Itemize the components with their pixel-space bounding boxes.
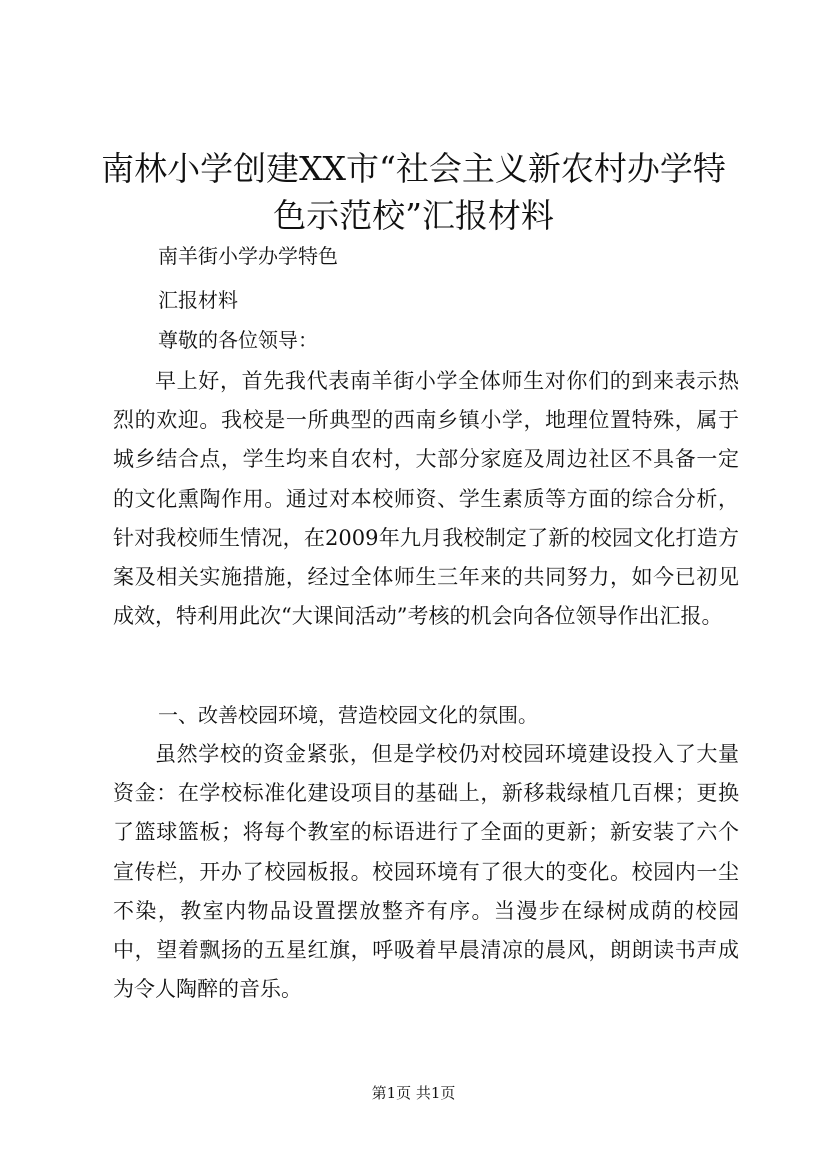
- paragraph-environment: 虽然学校的资金紧张，但是学校仍对校园环境建设投入了大量资金：在学校标准化建设项目的基础上，新移栽绿植几百棵；更换了篮球篮板；将每个教室的标语进行了全面的更新；新安装了六个宣传栏，开办了校园板报。校园环境有了很大的变化。校园内一尘不染，教室内物品设置摆放整齐有序。当漫步在绿树成荫的校园中，望着飘扬的五星红旗，呼吸着早晨清凉的晨风，朗朗读书声成为令人陶醉的音乐。: [113, 742, 739, 1002]
- section-heading-1: 一、改善校园环境，营造校园文化的氛围。: [158, 703, 538, 727]
- salutation: 尊敬的各位领导：: [158, 328, 318, 352]
- paragraph-welcome: 早上好，首先我代表南羊街小学全体师生对你们的到来表示热烈的欢迎。我校是一所典型的西南乡镇小学，地理位置特殊，属于城乡结合点，学生均来自农村，大部分家庭及周边社区不具备一定的文化熏陶作用。通过对本校师资、学生素质等方面的综合分析，针对我校师生情况，在2009年九月我校制定了新的校园文化打造方案及相关实施措施，经过全体师生三年来的共同努力，如今已初见成效，特利用此次“大课间活动”考核的机会向各位领导作出汇报。: [113, 369, 739, 629]
- page-number: 第1页 共1页: [371, 1084, 456, 1102]
- subtitle-line-1: 南羊街小学办学特色: [158, 244, 338, 268]
- document-title: 南林小学创建XX市“社会主义新农村办学特色示范校”汇报材料: [101, 149, 726, 235]
- subtitle-line-2: 汇报材料: [158, 288, 238, 312]
